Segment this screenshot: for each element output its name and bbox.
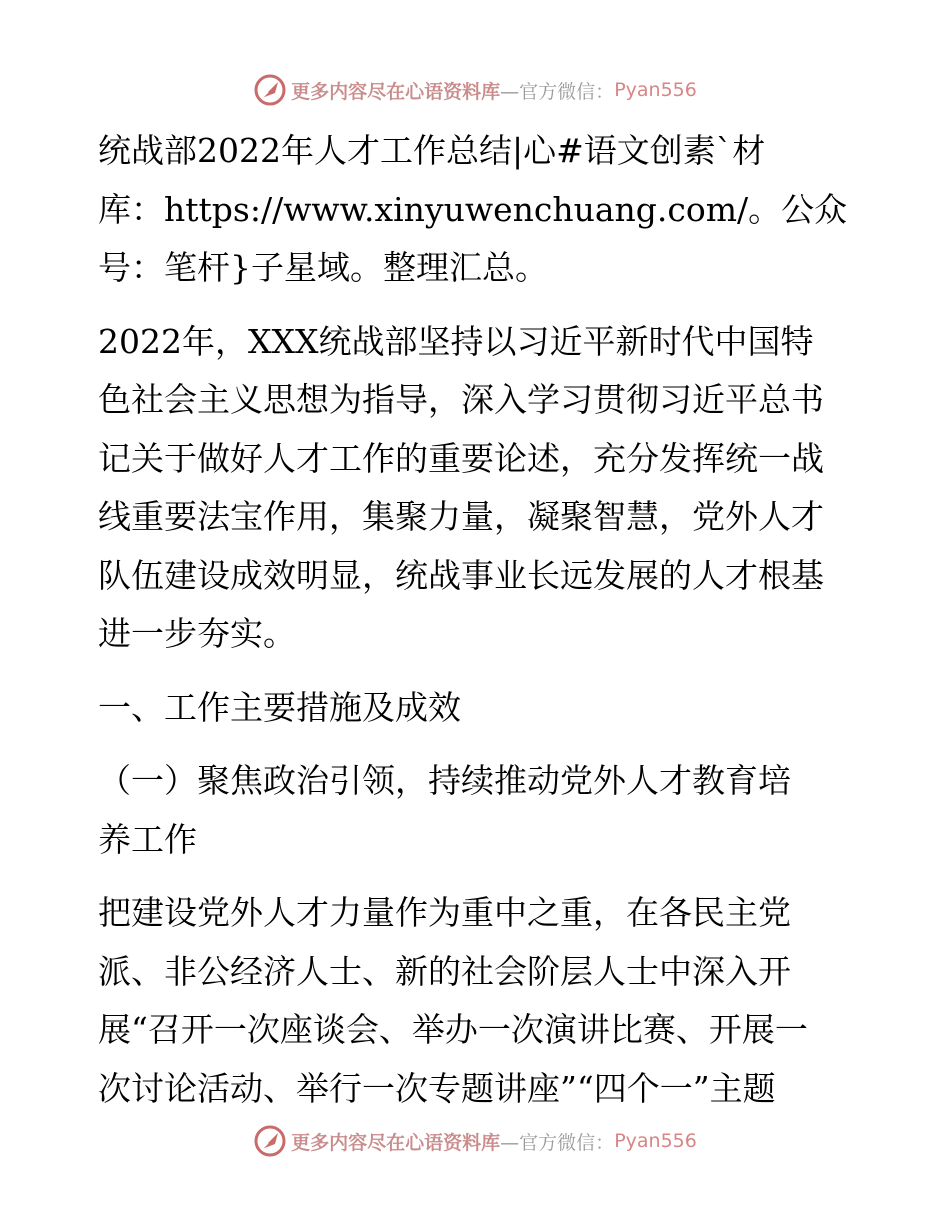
banner-wechat-id: Pyan556 bbox=[614, 1130, 697, 1152]
paragraph-line: 次讨论活动、举行一次专题讲座”“四个一”主题 bbox=[98, 1068, 776, 1108]
subsection-heading-line: （一）聚焦政治引领，持续推动党外人才教育培 bbox=[98, 761, 791, 800]
banner-subtitle: —官方微信： bbox=[500, 1131, 615, 1154]
banner-subtitle: —官方微信： bbox=[500, 80, 615, 103]
subsection-heading-line: 养工作 bbox=[98, 819, 197, 859]
intro-line: 统战部2022年人才工作总结|心#语文创素`材 bbox=[98, 131, 766, 170]
paragraph-line: 进一步夯实。 bbox=[98, 614, 296, 653]
intro-line: 库：https://www.xinyuwenchuang.com/。公众 bbox=[98, 189, 848, 229]
section-heading: 一、工作主要措施及成效 bbox=[98, 687, 461, 727]
paragraph-line: 把建设党外人才力量作为重中之重，在各民主党 bbox=[98, 893, 791, 932]
paragraph-line: 队伍建设成效明显，统战事业长远发展的人才根基 bbox=[98, 555, 824, 595]
banner-title: 更多内容尽在心语资料库 bbox=[291, 80, 501, 103]
quill-logo-icon bbox=[253, 73, 287, 107]
paragraph-line: 线重要法宝作用，集聚力量，凝聚智慧，党外人才 bbox=[98, 497, 824, 536]
banner-wechat-id: Pyan556 bbox=[614, 79, 697, 101]
document-body bbox=[98, 122, 853, 1118]
paragraph-line: 色社会主义思想为指导，深入学习贯彻习近平总书 bbox=[98, 380, 824, 419]
footer-banner bbox=[0, 1121, 950, 1161]
banner-title: 更多内容尽在心语资料库 bbox=[291, 1131, 501, 1154]
paragraph-line: 2022年，XXX统战部坚持以习近平新时代中国特 bbox=[98, 321, 814, 361]
header-banner bbox=[0, 70, 950, 110]
paragraph-line: 派、非公经济人士、新的社会阶层人士中深入开 bbox=[98, 951, 791, 991]
paragraph-line: 展“召开一次座谈会、举办一次演讲比赛、开展一 bbox=[98, 1010, 808, 1049]
paragraph-line: 记关于做好人才工作的重要论述，充分发挥统一战 bbox=[98, 438, 824, 478]
intro-line: 号：笔杆}子星域。整理汇总。 bbox=[98, 248, 548, 287]
quill-logo-icon bbox=[253, 1124, 287, 1158]
